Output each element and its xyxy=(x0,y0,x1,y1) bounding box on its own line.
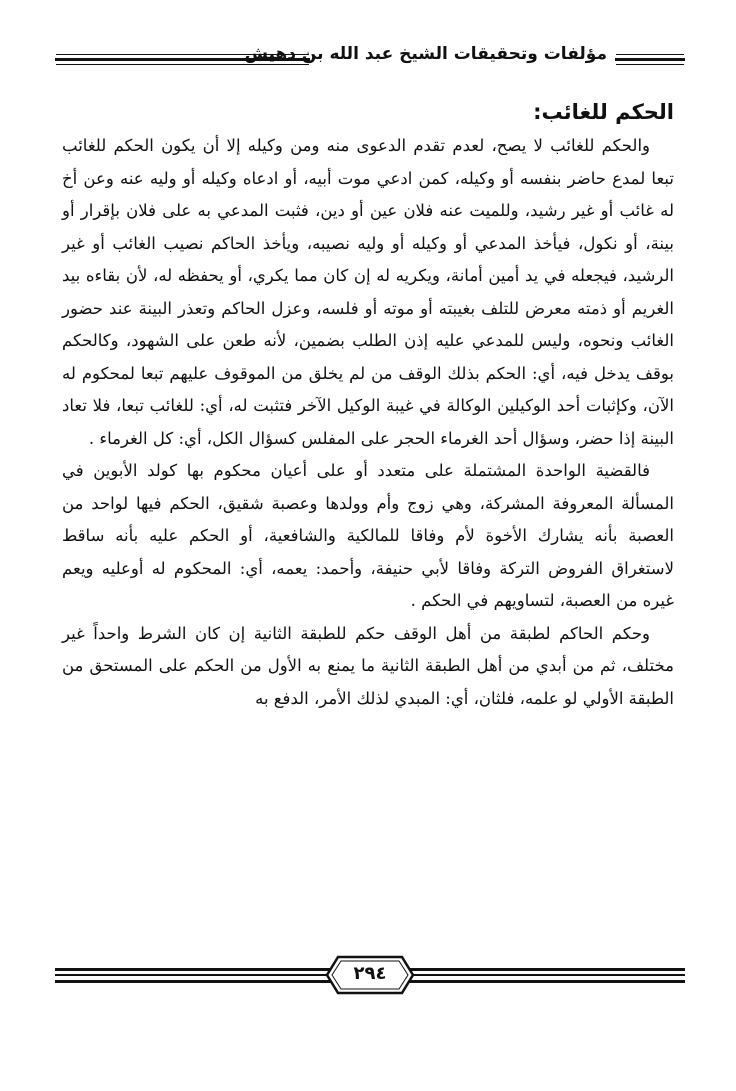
page-number: ٢٩٤ xyxy=(353,963,387,984)
page-footer xyxy=(55,950,685,1010)
page-body xyxy=(62,96,674,715)
paragraph-3: وحكم الحاكم لطبقة من أهل الوقف حكم للطبقة الثانية إن كان الشرط واحداً غير مختلف، ثم من أبدي من أهل الطبقة الثانية ما يمنع به الأول من الحكم على المستحق من الطبقة الأولي لو علمه، فلثان، أي: المبدي لذلك الأمر، الدفع به xyxy=(62,623,674,708)
header-title: مؤلفات وتحقيقات الشيخ عبد الله بن دهيش xyxy=(244,44,607,64)
section-heading: الحكم للغائب: xyxy=(533,100,674,124)
page-number-badge xyxy=(324,954,416,996)
paragraph-1: والحكم للغائب لا يصح، لعدم تقدم الدعوى منه ومن وكيله إلا أن يكون الحكم للغائب تبعا لمدع حاضر بنفسه أو وكيله، كمن ادعي موت أبيه، أو ادعاه وكيله أو وليه عنه وعن أخ له غائب أو غير رشيد، وللميت عنه فلان عين أو دين، فثبت المدعي به على فلان بإقرار أو بينة، أو نكول، فيأخذ المدعي أو وكيله أو وليه نصيبه، ويأخذ الحاكم نصيب الغائب أو غير الرشيد، فيجعله في يد أمين أمانة، ويكريه له إن كان مما يكري، أو يحفظه له، لأن بقاءه بيد الغريم أو ذمته معرض للتلف بغيبته أو موته أو فلسه، وعزل الحاكم وتعذر البينة عند حضور الغائب ونحوه، وليس للمدعي عليه إذن الطلب بضمين، لأنه طعن على الشهود، وكالحكم بوقف يدخل فيه، أي: الحكم بذلك الوقف من لم يخلق من الموقوف عليهم تبعا لمحكوم له الآن، وكإثبات أحد الوكيلين الوكالة في غيبة الوكيل الآخر فتثبت له، أي: للغائب تبعا، فلا تعاد البينة إذا حضر، وسؤال أحد الغرماء الحجر على المفلس كسؤال الكل، أي: كل الغرماء . xyxy=(62,136,674,448)
header-rule-right xyxy=(615,58,685,61)
page-header xyxy=(55,38,685,78)
paragraph-2: فالقضية الواحدة المشتملة على متعدد أو على أعيان محكوم بها كولد الأبوين في المسألة المعروفة المشركة، وهي زوج وأم وولدها وعصبة شقيق، الحكم فيها لواحد من العصبة بأنه يشارك الأخوة لأم وفاقا للمالكية والشافعية، أو الحكم عليه بأنه ساقط لاستغراق الفروض التركة وفاقا لأبي حنيفة، وأحمد: يعمه، أي: المحكوم له أوعليه ويعم غيره من العصبة، لتساويهم في الحكم . xyxy=(62,461,674,610)
